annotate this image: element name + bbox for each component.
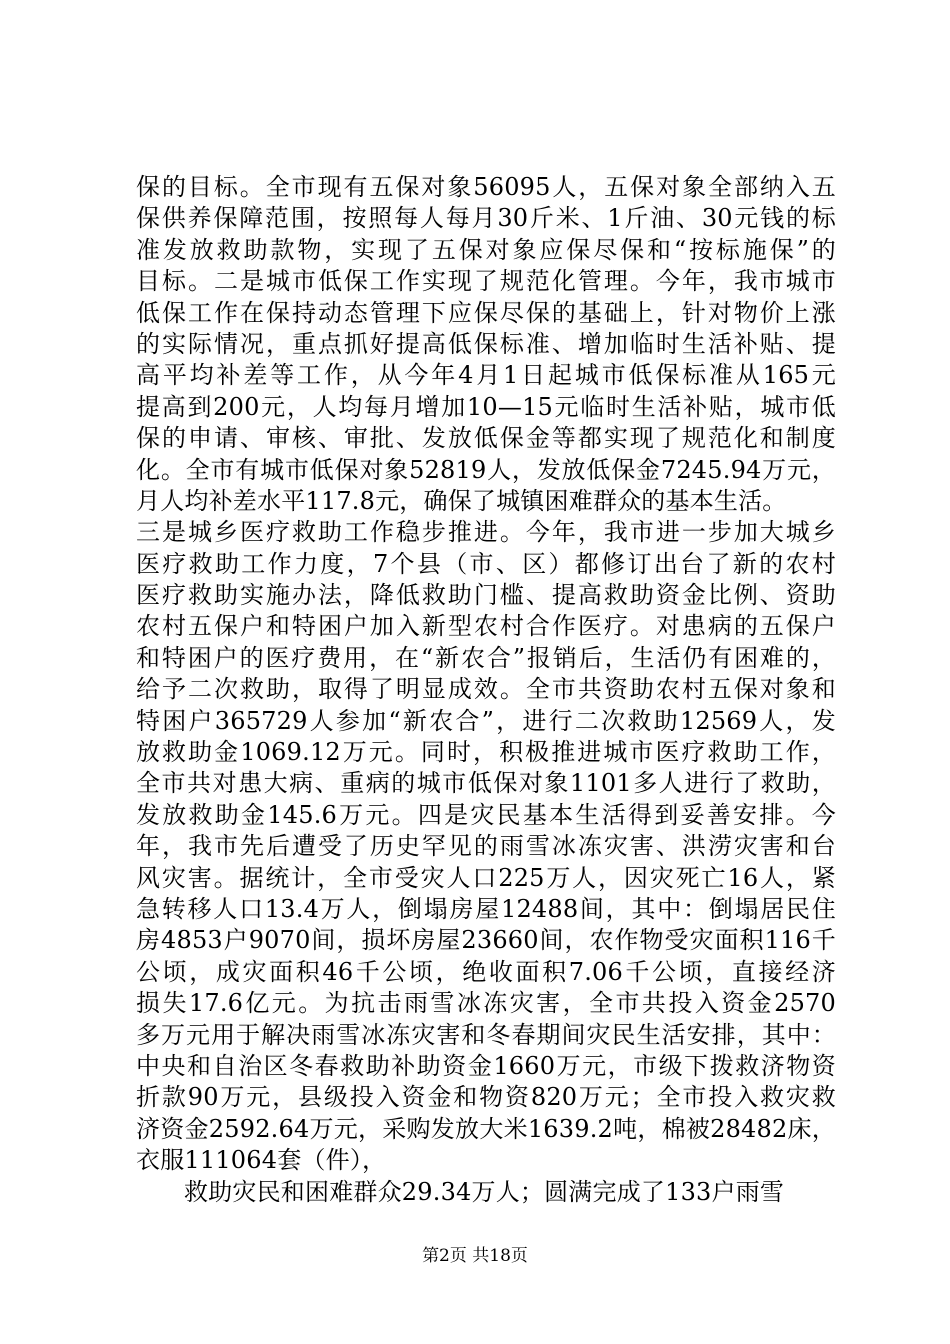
text-line: 农村五保户和特困户加入新型农村合作医疗。对患病的五保户	[136, 612, 836, 641]
text-line: 化。全市有城市低保对象52819人，发放低保金7245.94万元，	[136, 455, 836, 484]
body-text	[136, 172, 836, 1208]
page-footer: 第2页 共18页	[422, 1246, 528, 1266]
text-line: 多万元用于解决雨雪冰冻灾害和冬春期间灾民生活安排，其中：	[136, 1020, 836, 1049]
text-line: 的实际情况，重点抓好提高低保标准、增加临时生活补贴、提	[136, 329, 836, 358]
text-line: 损失17.6亿元。为抗击雨雪冰冻灾害，全市共投入资金2570	[136, 989, 836, 1018]
text-line: 济资金2592.64万元，采购发放大米1639.2吨，棉被28482床，	[136, 1114, 836, 1143]
text-line: 风灾害。据统计，全市受灾人口225万人，因灾死亡16人，紧	[136, 863, 836, 892]
text-line: 三是城乡医疗救助工作稳步推进。今年，我市进一步加大城乡	[136, 518, 836, 547]
indented-text-line: 救助灾民和困难群众29.34万人；圆满完成了133户雨雪	[184, 1177, 785, 1206]
text-line: 给予二次救助，取得了明显成效。全市共资助农村五保对象和	[136, 675, 836, 704]
text-line: 医疗救助实施办法，降低救助门槛、提高救助资金比例、资助	[136, 581, 836, 610]
text-line: 房4853户9070间，损坏房屋23660间，农作物受灾面积116千	[136, 926, 836, 955]
text-line: 放救助金1069.12万元。同时，积极推进城市医疗救助工作，	[136, 738, 836, 767]
text-line: 保的目标。全市现有五保对象56095人，五保对象全部纳入五	[136, 173, 836, 201]
text-line: 中央和自治区冬春救助补助资金1660万元，市级下拨救济物资	[136, 1051, 836, 1080]
text-line: 特困户365729人参加“新农合”，进行二次救助12569人，发	[136, 706, 836, 735]
text-line: 衣服111064套（件），	[136, 1146, 387, 1175]
text-line: 医疗救助工作力度，7个县（市、区）都修订出台了新的农村	[136, 549, 836, 578]
text-line: 全市共对患大病、重病的城市低保对象1101多人进行了救助，	[136, 769, 836, 798]
text-line: 高平均补差等工作，从今年4月1日起城市低保标准从165元	[136, 361, 836, 390]
text-line: 目标。二是城市低保工作实现了规范化管理。今年，我市城市	[136, 267, 836, 296]
text-line: 和特困户的医疗费用，在“新农合”报销后，生活仍有困难的，	[136, 643, 836, 672]
text-line: 保的申请、审核、审批、发放低保金等都实现了规范化和制度	[136, 424, 836, 453]
text-line: 折款90万元，县级投入资金和物资820万元；全市投入救灾救	[136, 1083, 836, 1112]
text-line: 提高到200元，人均每月增加10—15元临时生活补贴，城市低	[136, 392, 836, 421]
text-line: 月人均补差水平117.8元，确保了城镇困难群众的基本生活。	[136, 486, 787, 515]
text-line: 保供养保障范围，按照每人每月30斤米、1斤油、30元钱的标	[136, 204, 836, 233]
text-line: 低保工作在保持动态管理下应保尽保的基础上，针对物价上涨	[136, 298, 836, 327]
text-line: 公顷，成灾面积46千公顷，绝收面积7.06千公顷，直接经济	[136, 957, 836, 986]
text-line: 急转移人口13.4万人，倒塌房屋12488间，其中：倒塌居民住	[136, 894, 836, 923]
text-line: 年，我市先后遭受了历史罕见的雨雪冰冻灾害、洪涝灾害和台	[136, 832, 836, 861]
text-line: 准发放救助款物，实现了五保对象应保尽保和“按标施保”的	[136, 235, 836, 264]
text-line: 发放救助金145.6万元。四是灾民基本生活得到妥善安排。今	[136, 800, 836, 829]
